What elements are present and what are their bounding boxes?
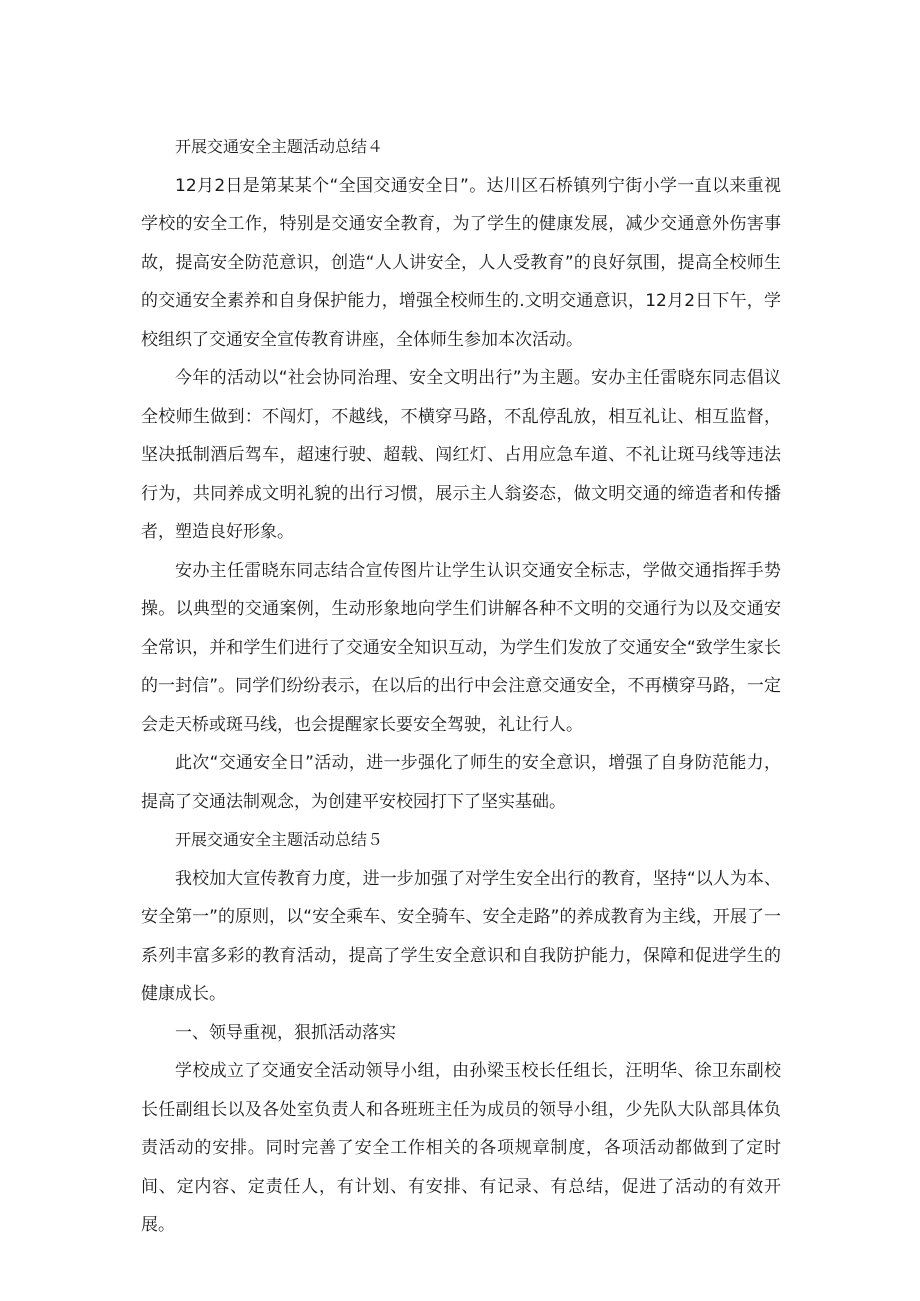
subheading: 一、领导重视，狠抓活动落实 bbox=[175, 1022, 396, 1043]
paragraph: 学校成立了交通安全活动领导小组，由孙梁玉校长任组长，汪明华、徐卫东副校长任副组长以及各处室负责人和各班班主任为成员的领导小组，少先队大队部具体负责活动的安排。同时完善了安全工作相关的各项规章制度，各项活动都做到了定时间、定内容、定责任人，有计划、有安排、有记录、有总结，促进了活动的有效开展。 bbox=[141, 1061, 781, 1235]
paragraph: 安办主任雷晓东同志结合宣传图片让学生认识交通安全标志，学做交通指挥手势操。以典型的交通案例，生动形象地向学生们讲解各种不文明的交通行为以及交通安全常识，并和学生们进行了交通安全知识互动，为学生们发放了交通安全“致学生家长的一封信”。同学们纷纷表示，在以后的出行中会注意交通安全，不再横穿马路，一定会走天桥或斑马线，也会提醒家长要安全驾驶，礼让行人。 bbox=[141, 560, 781, 735]
paragraph: 今年的活动以“社会协同治理、安全文明出行”为主题。安办主任雷晓东同志倡议全校师生做到：不闯灯，不越线，不横穿马路，不乱停乱放，相互礼让、相互监督，坚决抵制酒后驾车，超速行驶、超载、闯红灯、占用应急车道、不礼让斑马线等违法行为，共同养成文明礼貌的出行习惯，展示主人翁姿态，做文明交通的缔造者和传播者，塑造良好形象。 bbox=[141, 368, 781, 542]
document-body bbox=[141, 128, 781, 1245]
section-heading-5: 开展交通安全主题活动总结５ bbox=[175, 830, 384, 849]
section-heading-4: 开展交通安全主题活动总结４ bbox=[175, 137, 384, 156]
paragraph: 12月2日是第某某个“全国交通安全日”。达川区石桥镇列宁街小学一直以来重视学校的安全工作，特别是交通安全教育，为了学生的健康发展，减少交通意外伤害事故，提高安全防范意识，创造“人人讲安全，人人受教育”的良好氛围，提高全校师生的交通安全素养和自身保护能力，增强全校师生的.文明交通意识，12月2日下午，学校组织了交通安全宣传教育讲座，全体师生参加本次活动。 bbox=[141, 175, 781, 350]
paragraph: 我校加大宣传教育力度，进一步加强了对学生安全出行的教育，坚持“以人为本、安全第一”的原则，以“安全乘车、安全骑车、安全走路”的养成教育为主线，开展了一系列丰富多彩的教育活动，提高了学生安全意识和自我防护能力，保障和促进学生的健康成长。 bbox=[141, 868, 781, 1004]
paragraph: 此次“交通安全日”活动，进一步强化了师生的安全意识，增强了自身防范能力，提高了交通法制观念，为创建平安校园打下了坚实基础。 bbox=[141, 753, 781, 812]
